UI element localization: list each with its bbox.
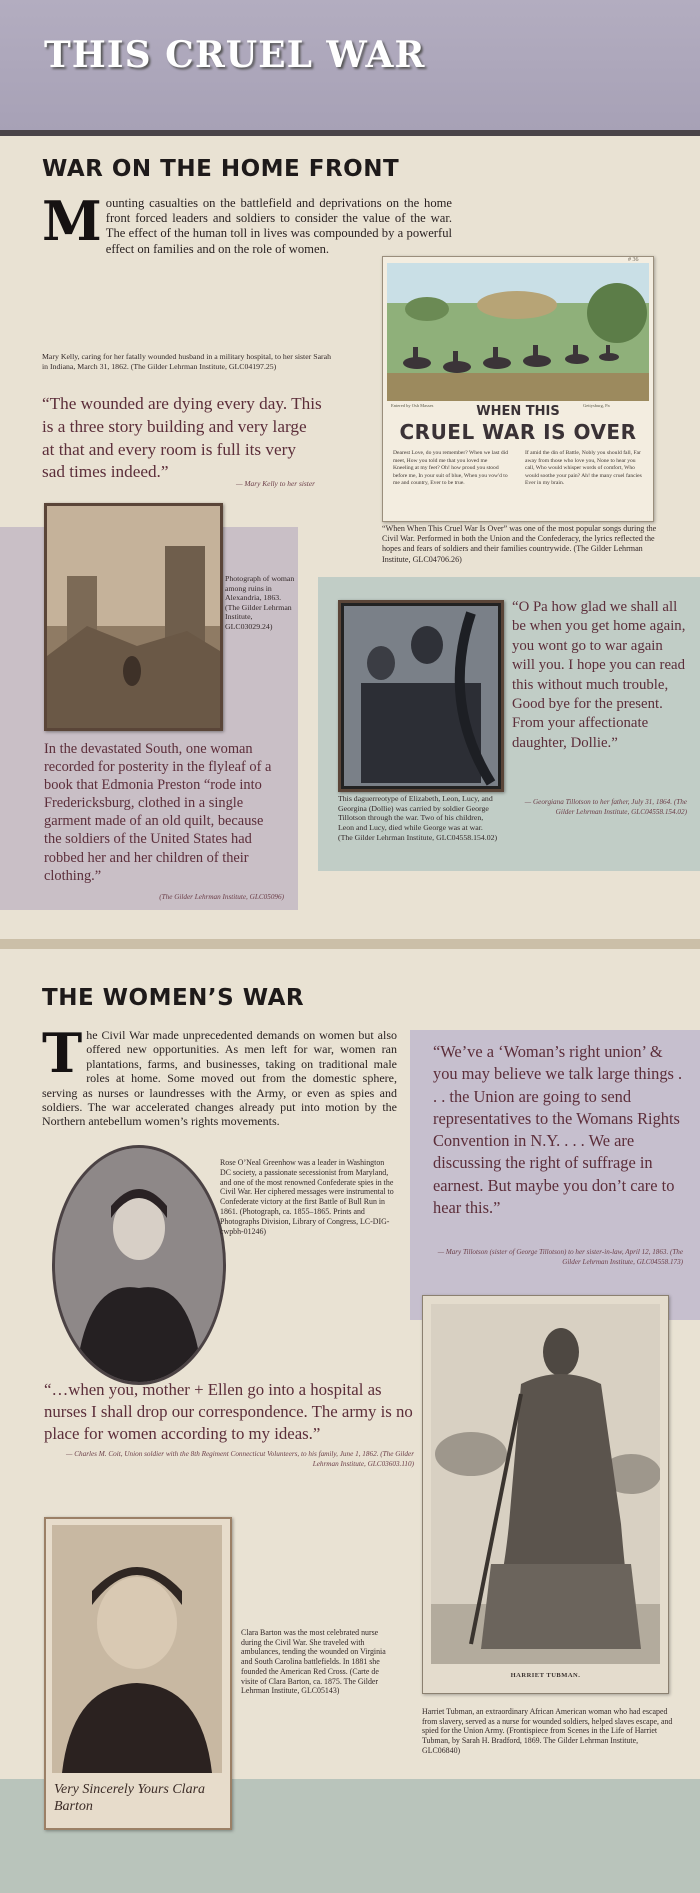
section-divider xyxy=(0,939,700,949)
preston-attribution: (The Gilder Lehrman Institute, GLC05096) xyxy=(159,893,284,901)
ruins-caption: Photograph of woman among ruins in Alexandria, 1863. (The Gilder Lehrman Institute, GLC03029.24) xyxy=(225,574,295,631)
song-title-line1: WHEN THIS xyxy=(476,404,560,419)
greenhow-caption: Rose O’Neal Greenhow was a leader in Washington DC society, a passionate secessionist from Maryland, and one of the most renowned Confederate spies in the Civil War. Her ciphered messages were instrumental to Confederate victory at the first Battle of Bull Run in 1861. (Photograph, ca. 1855–1865. Prints and Photographs Division, Library of Congress, LC-DIG-cwpbh-01246) xyxy=(220,1158,394,1236)
barton-signature: Very Sincerely Yours Clara Barton xyxy=(54,1782,206,1814)
tubman-label: HARRIET TUBMAN. xyxy=(510,1672,581,1679)
womens-war-intro xyxy=(42,1021,397,1129)
home-front-intro xyxy=(42,189,452,257)
barton-portrait-icon xyxy=(52,1525,222,1773)
cavalry-illustration xyxy=(387,263,649,401)
song-title-line2: CRUEL WAR IS OVER xyxy=(399,420,637,444)
greenhow-portrait xyxy=(52,1145,226,1385)
dropcap: M xyxy=(42,189,102,253)
womens-war-heading: THE WOMEN’S WAR xyxy=(42,985,305,1011)
barton-carte xyxy=(44,1517,232,1830)
greenhow-portrait-icon xyxy=(55,1148,223,1382)
tubman-engraving-icon xyxy=(431,1304,660,1664)
tillotson-attribution: — Mary Tillotson (sister of George Tillotson) to her sister-in-law, April 12, 1863. (The Gilder Lehrman Institute, GLC04558.173) xyxy=(437,1248,683,1266)
womens-war-intro-text: he Civil War made unprecedented demands on women but also offered new opportunities. As men left for war, women ran plantations, farms, and businesses, taking on traditional male roles at home. Some moved out from the domestic sphere, serving as nurses or laundresses with the Army, or even as spies and soldiers. The war accelerated changes already put into motion by the Northern antebellum women’s rights movements. xyxy=(42,1028,397,1129)
dollie-quote: “O Pa how glad we shall all be when you get home again, you wont go to war again will you. I hope you can read this without much trouble, Good bye for the present. From your affectionate daughter, Dollie.” xyxy=(512,599,686,751)
coit-attribution: — Charles M. Coit, Union soldier with the 8th Regiment Connecticut Volunteers, to his family, June 1, 1862. (The Gilder Lehrman Institute, GLC03603.110) xyxy=(66,1450,414,1468)
song-sheet-publisher: Entered by Osh Masses xyxy=(391,403,434,408)
daguerreotype-photo xyxy=(338,600,504,792)
page-title: THIS CRUEL WAR xyxy=(44,34,426,76)
dropcap: T xyxy=(42,1021,83,1085)
kelly-quote: “The wounded are dying every day. This is a three story building and very large at that and every room is full its very sad times indeed.” xyxy=(42,394,322,482)
dollie-attribution: — Georgiana Tillotson to her father, July 31, 1864. (The Gilder Lehrman Institute, GLC04558.154.02) xyxy=(524,798,687,816)
home-front-intro-text: ounting casualties on the battlefield and deprivations on the home front forced leaders and soldiers to consider the value of the war. The effect of the human toll in lives was compounded by a powerful effect on families and on the role of women. xyxy=(105,196,452,256)
ruins-photo-icon xyxy=(47,506,220,728)
preston-text: In the devastated South, one woman recorded for posterity in the flyleaf of a book that Edmonia Preston “rode into Fredericksburg, clothed in a single garment made of an old quilt, because the soldiers of the United States had robbed her and her children of their clothing.” xyxy=(44,741,272,884)
daguerreotype-caption: This daguerreotype of Elizabeth, Leon, Lucy, and Georgina (Dollie) was carried by soldier George Tillotson through the war. Two of his children, Leon and Lucy, died while George was at war. (The Gilder Lehrman Institute, GLC04558.154.02) xyxy=(338,794,498,842)
song-verse-left: Dearest Love, do you remember? When we last did meet, How you told me that you loved me Kneeling at my feet? Oh! how proud you stood before me, In your suit of blue, When you vow'd to me and country, Ever to be true. xyxy=(393,450,508,487)
kelly-caption: Mary Kelly, caring for her fatally wounded husband in a military hospital, to her sister Sarah in Indiana, March 31, 1862. (The Gilder Lehrman Institute, GLC04197.25) xyxy=(42,352,331,371)
barton-caption: Clara Barton was the most celebrated nurse during the Civil War. She traveled with ambulances, tending the wounded on Virginia and South Carolina battlefields. In 1881 she founded the American Red Cross. (Carte de visite of Clara Barton, ca. 1875. The Gilder Lehrman Institute, GLC05143) xyxy=(241,1628,386,1696)
kelly-attribution: — Mary Kelly to her sister xyxy=(235,479,315,488)
tubman-caption: Harriet Tubman, an extraordinary African American woman who had escaped from slavery, served as a nurse for wounded soldiers, helped slaves escape, and spied for the Union Army. (Frontispiece from Scenes in the Life of Harriet Tubman, by Sarah H. Bradford, 1869. The Gilder Lehrman Institute, GLC06840) xyxy=(422,1707,673,1755)
daguerreotype-icon xyxy=(341,603,501,789)
song-sheet-number: # 36 xyxy=(628,257,639,263)
tubman-engraving xyxy=(422,1295,669,1694)
song-caption: “When When This Cruel War Is Over” was one of the most popular songs during the Civil War. Performed in both the Union and the Confederacy, the lyrics reflected the hopes and fears of soldiers and their families countrywide. (The Gilder Lehrman Institute, GLC04706.26) xyxy=(382,524,657,564)
tillotson-quote: “We’ve a ‘Woman’s right union’ & you may believe we talk large things . . . the Union are going to send representatives to the Womans Rights Convention in N.Y. . . . We are discussing the right of suffrage in earnest. But maybe you don’t care to hear this.” xyxy=(433,1042,683,1218)
ruins-photo xyxy=(44,503,223,731)
home-front-heading: WAR ON THE HOME FRONT xyxy=(42,156,400,182)
coit-quote: “…when you, mother + Ellen go into a hospital as nurses I shall drop our correspondence. The army is no place for women according to my ideas.” xyxy=(44,1380,413,1443)
song-verse-right: If amid the din of Battle, Nobly you should fall, Far away from those who love you, None to hear you call, Who would whisper words of comfort, Who would soothe your pain? Ah! the many cruel fancies Ever in my brain. xyxy=(525,450,642,487)
song-sheet xyxy=(382,256,654,522)
song-sheet-place: Gettysburg, Pa xyxy=(583,403,610,408)
